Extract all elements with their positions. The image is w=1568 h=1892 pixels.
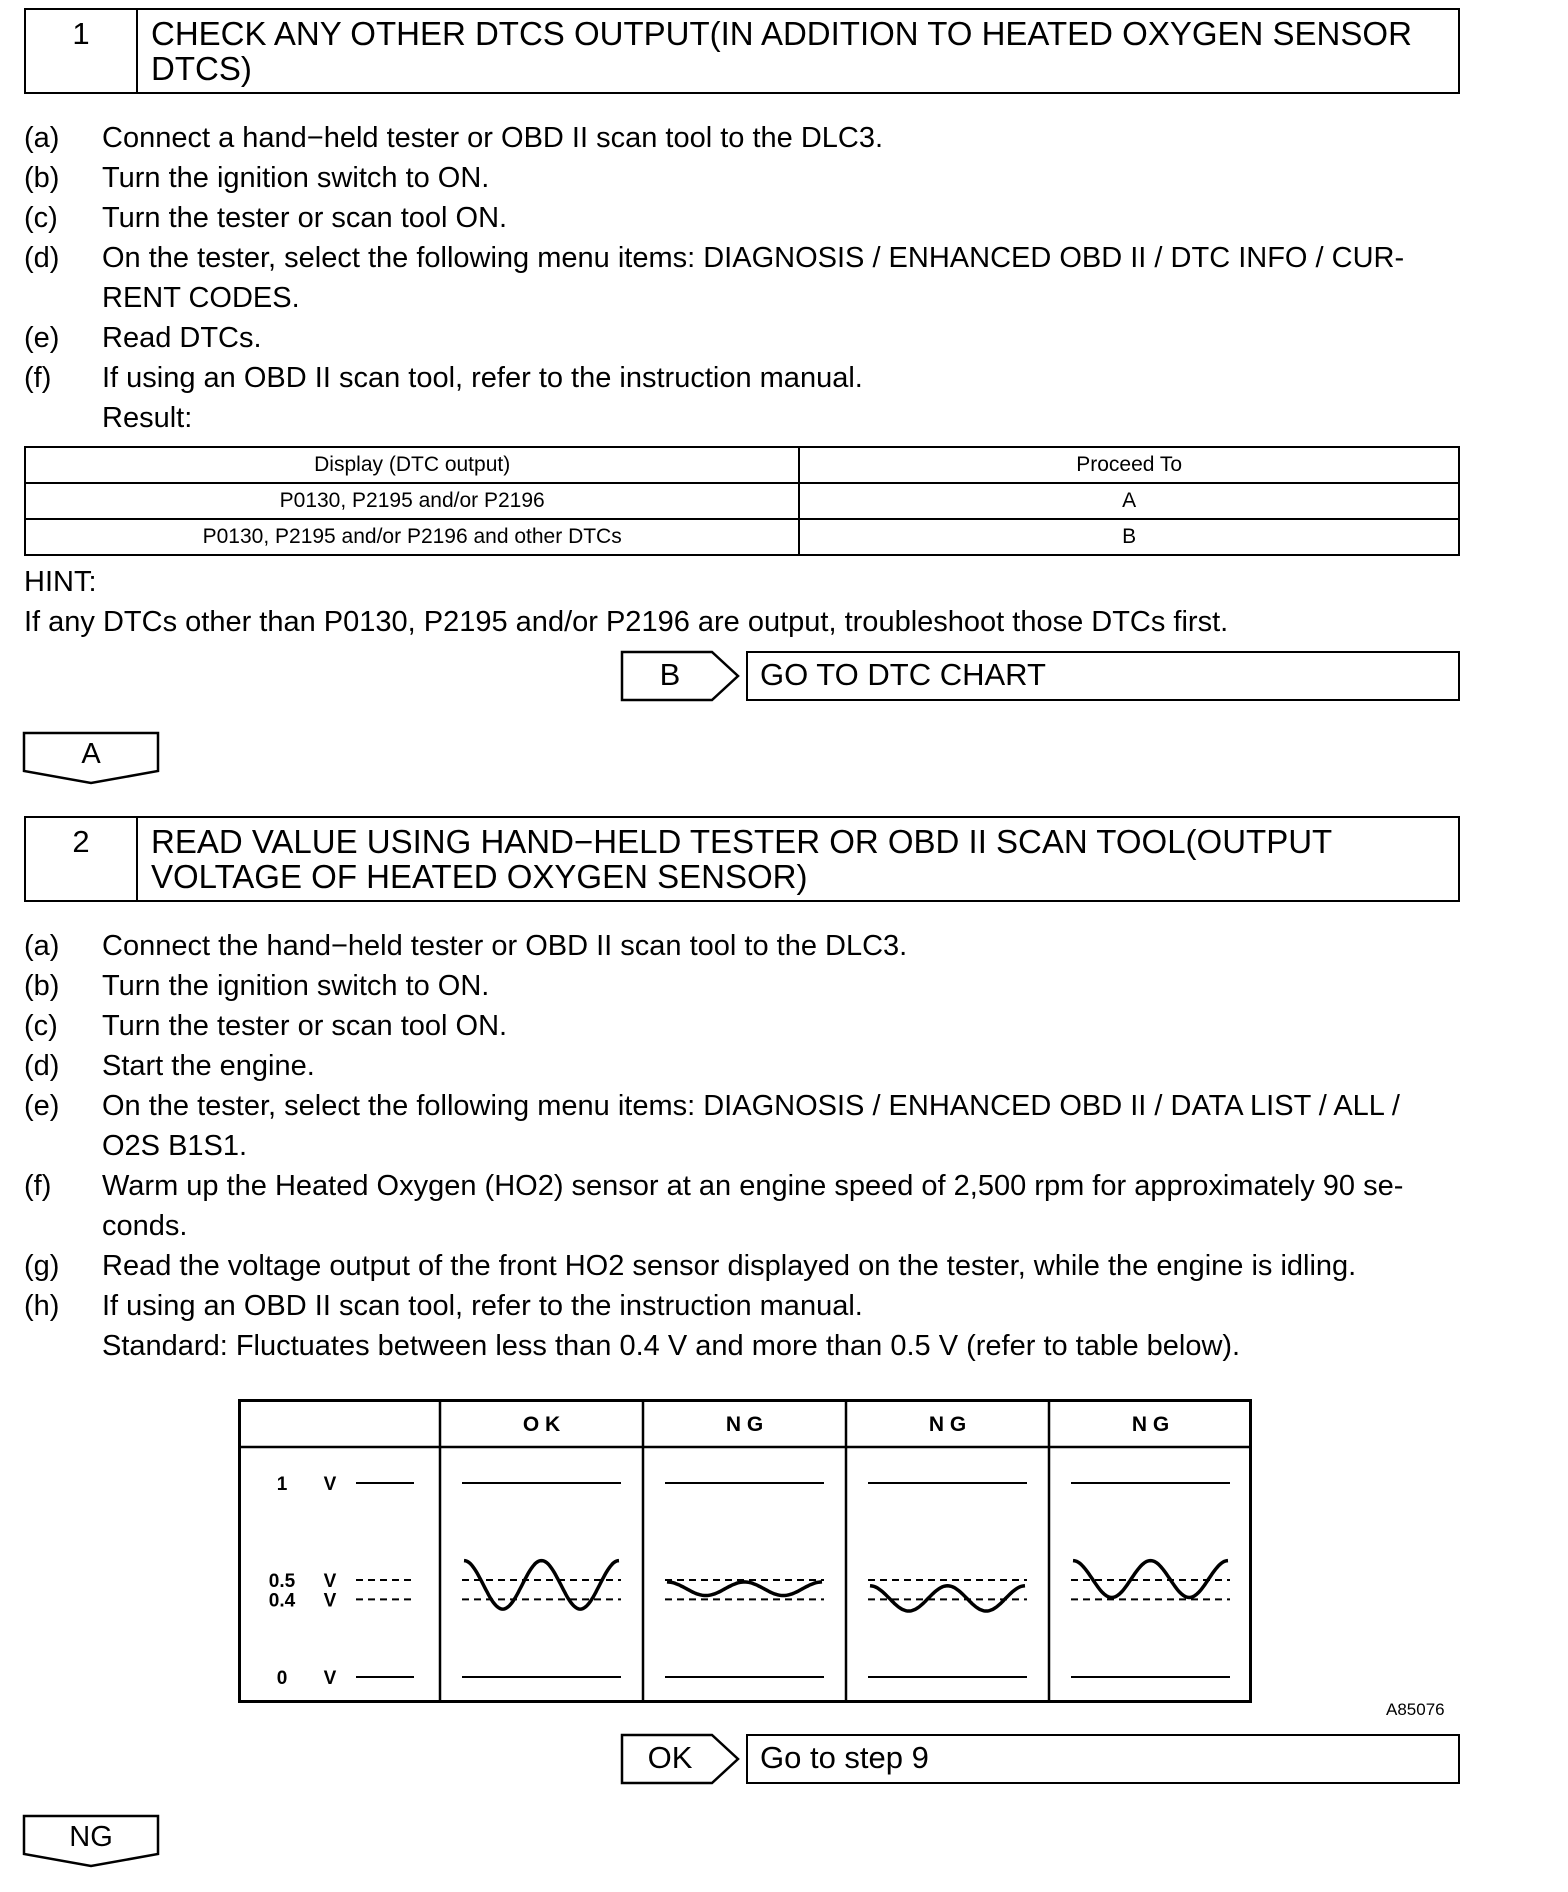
table-row: [25, 483, 1459, 519]
step-title: CHECK ANY OTHER DTCS OUTPUT(IN ADDITION TO HEATED OXYGEN SENSOR DTCS): [151, 15, 1412, 87]
hint-text: If any DTCs other than P0130, P2195 and/or P2196 are output, troubleshoot those DTCs first.: [24, 606, 1229, 638]
list-text: On the tester, select the following menu items: DIAGNOSIS / ENHANCED OBD II / DTC INFO / CUR-RENT CODES.: [102, 242, 1405, 314]
table-cell: B: [799, 519, 1459, 555]
level-unit: V: [323, 1668, 337, 1689]
table-header-row: [25, 447, 1459, 483]
table-header: Display (DTC output): [25, 447, 799, 483]
step-1-header: [24, 8, 1460, 94]
level-label: 0: [276, 1668, 288, 1689]
list-text: Read the voltage output of the front HO2 sensor displayed on the tester, while the engine is idling.: [102, 1250, 1357, 1282]
list-label: (h): [24, 1290, 60, 1322]
figure-border: [240, 1401, 1251, 1702]
level-label: 0.4: [268, 1590, 296, 1612]
hint-label: HINT:: [24, 566, 97, 598]
list-text: Warm up the Heated Oxygen (HO2) sensor at an engine speed of 2,500 rpm for approximately 90 se-conds.: [102, 1170, 1404, 1242]
list-text: On the tester, select the following menu items: DIAGNOSIS / ENHANCED OBD II / DATA LIST / ALL / O2S B1S1.: [102, 1090, 1400, 1162]
next-ng-marker: [22, 1814, 162, 1870]
next-a-marker: [22, 731, 162, 787]
next-label: A: [81, 738, 101, 770]
table-cell: P0130, P2195 and/or P2196: [25, 483, 799, 519]
list-label: (b): [24, 162, 60, 194]
list-label: (e): [24, 322, 60, 354]
table-cell: A: [799, 483, 1459, 519]
branch-b-target[interactable]: GO TO DTC CHART: [746, 651, 1460, 701]
column-header: N G: [928, 1413, 967, 1436]
result-label: Result:: [102, 402, 193, 434]
step-number: 2: [26, 818, 138, 900]
table-cell: P0130, P2195 and/or P2196 and other DTCs: [25, 519, 799, 555]
list-text: Turn the tester or scan tool ON.: [102, 202, 508, 234]
step-2-header: [24, 816, 1460, 902]
level-unit: V: [323, 1474, 337, 1495]
result-table: [24, 446, 1460, 556]
list-text: Connect a hand−held tester or OBD II scan tool to the DLC3.: [102, 122, 884, 154]
list-text: Turn the tester or scan tool ON.: [102, 1010, 508, 1042]
branch-label: OK: [647, 1740, 693, 1775]
figure-id: A85076: [1386, 1700, 1445, 1719]
list-label: (d): [24, 1050, 60, 1082]
column-header: N G: [1131, 1413, 1170, 1436]
list-label: (f): [24, 1170, 52, 1202]
list-text: Connect the hand−held tester or OBD II scan tool to the DLC3.: [102, 930, 908, 962]
list-label: (d): [24, 242, 60, 274]
list-text: If using an OBD II scan tool, refer to the instruction manual.: [102, 1290, 863, 1322]
level-label: 1: [276, 1474, 288, 1495]
list-label: (b): [24, 970, 60, 1002]
table-header: Proceed To: [799, 447, 1459, 483]
level-label: 0.5: [268, 1571, 296, 1592]
column-header: N G: [725, 1413, 764, 1436]
list-text: If using an OBD II scan tool, refer to the instruction manual.: [102, 362, 863, 394]
standard-text: Standard: Fluctuates between less than 0.4 V and more than 0.5 V (refer to table below).: [102, 1330, 1241, 1362]
list-text: Turn the ignition switch to ON.: [102, 970, 490, 1002]
waveform-line: [667, 1582, 822, 1596]
level-unit: V: [323, 1590, 337, 1612]
table-row: [25, 519, 1459, 555]
branch-ok-target[interactable]: Go to step 9: [746, 1734, 1460, 1784]
step-title: READ VALUE USING HAND−HELD TESTER OR OBD II SCAN TOOL(OUTPUT VOLTAGE OF HEATED OXYGEN SENSOR): [151, 823, 1332, 895]
branch-ok-marker: [620, 1733, 742, 1785]
list-text: Read DTCs.: [102, 322, 262, 354]
level-unit: V: [323, 1571, 337, 1592]
waveform-line: [464, 1561, 619, 1610]
column-header: O K: [522, 1413, 561, 1436]
step-number: 1: [26, 10, 138, 92]
branch-label: B: [659, 657, 681, 692]
list-label: (a): [24, 122, 60, 154]
list-label: (a): [24, 930, 60, 962]
list-label: (c): [24, 1010, 58, 1042]
list-text: Start the engine.: [102, 1050, 315, 1082]
list-label: (c): [24, 202, 58, 234]
list-label: (g): [24, 1250, 60, 1282]
figure-frame: [238, 1399, 1252, 1703]
next-label: NG: [69, 1821, 113, 1853]
list-label: (f): [24, 362, 52, 394]
list-label: (e): [24, 1090, 60, 1122]
list-text: Turn the ignition switch to ON.: [102, 162, 490, 194]
voltage-waveform-figure: [238, 1399, 1252, 1703]
branch-b-marker: [620, 650, 742, 702]
